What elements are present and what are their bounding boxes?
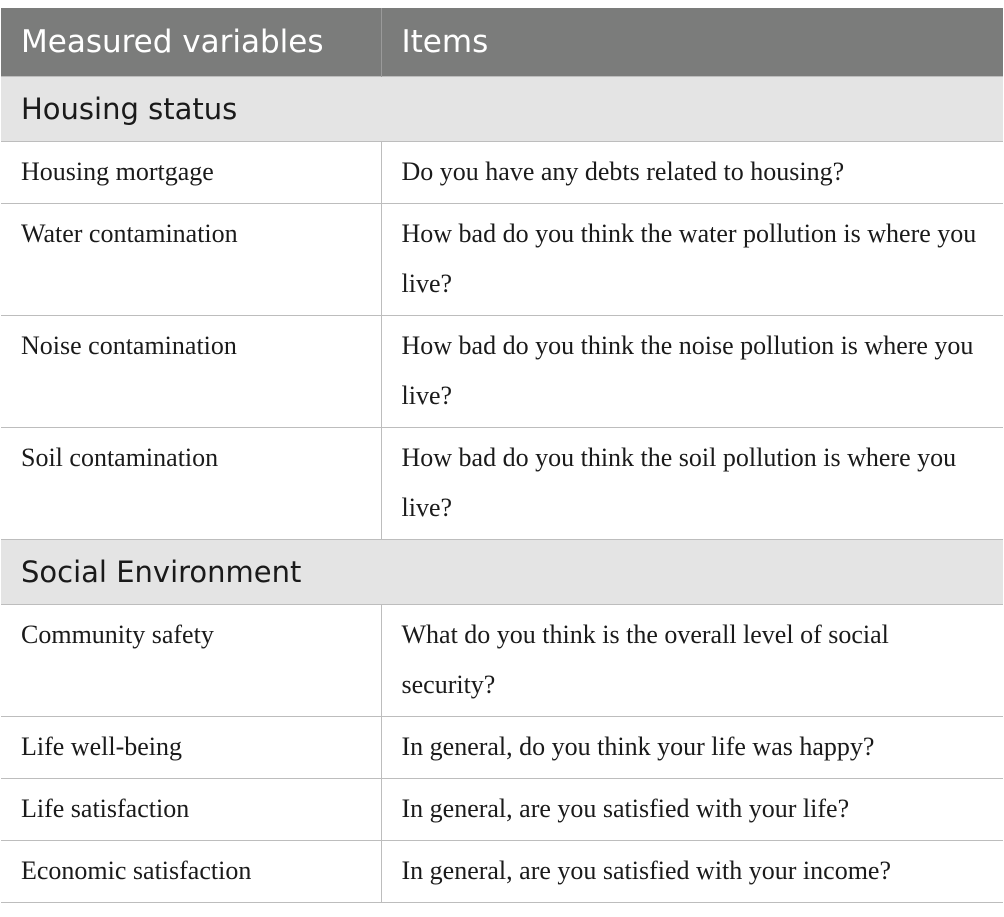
table-row <box>1 605 1003 717</box>
section-title: Social Environment <box>1 540 1003 605</box>
measured-variables-table <box>1 8 1003 903</box>
variable-cell: Community safety <box>1 605 381 717</box>
header-items: Items <box>381 8 1003 77</box>
table-header-row <box>1 8 1003 77</box>
table-row <box>1 841 1003 903</box>
variable-cell: Life satisfaction <box>1 779 381 841</box>
section-row-social-environment <box>1 540 1003 605</box>
table-row <box>1 316 1003 428</box>
item-cell: In general, do you think your life was happy? <box>381 717 1003 779</box>
variable-cell: Water contamination <box>1 204 381 316</box>
item-cell: How bad do you think the noise pollution is where you live? <box>381 316 1003 428</box>
table-row <box>1 779 1003 841</box>
item-cell: How bad do you think the water pollution is where you live? <box>381 204 1003 316</box>
section-title: Housing status <box>1 77 1003 142</box>
variable-cell: Life well-being <box>1 717 381 779</box>
header-measured-variables: Measured variables <box>1 8 381 77</box>
table-row <box>1 428 1003 540</box>
table-row <box>1 204 1003 316</box>
variable-cell: Soil contamination <box>1 428 381 540</box>
variable-cell: Housing mortgage <box>1 142 381 204</box>
item-cell: In general, are you satisfied with your income? <box>381 841 1003 903</box>
item-cell: In general, are you satisfied with your life? <box>381 779 1003 841</box>
table-row <box>1 717 1003 779</box>
variable-cell: Noise contamination <box>1 316 381 428</box>
table-row <box>1 142 1003 204</box>
item-cell: What do you think is the overall level of social security? <box>381 605 1003 717</box>
section-row-housing-status <box>1 77 1003 142</box>
item-cell: How bad do you think the soil pollution is where you live? <box>381 428 1003 540</box>
variable-cell: Economic satisfaction <box>1 841 381 903</box>
item-cell: Do you have any debts related to housing? <box>381 142 1003 204</box>
